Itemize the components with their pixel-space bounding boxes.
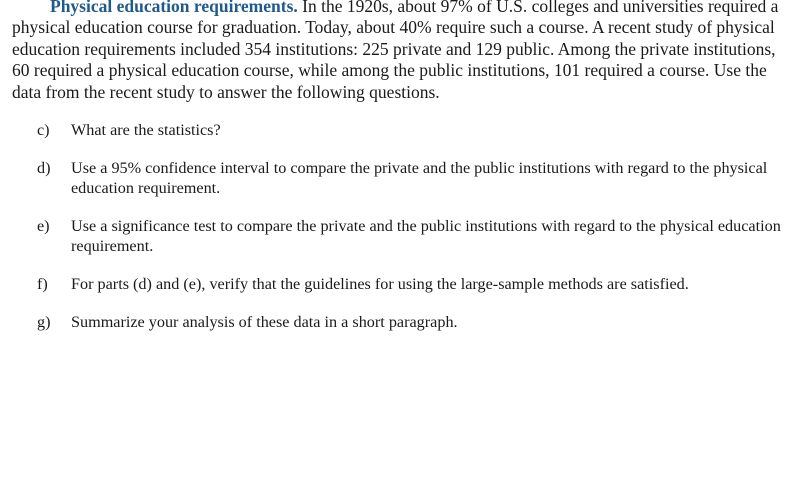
question-item-e	[37, 216, 787, 256]
question-letter: c)	[37, 121, 50, 139]
question-text: Use a 95% confidence interval to compare the private and the public institutions with regard to the physical education requirement.	[71, 159, 768, 197]
question-item-c	[37, 120, 787, 140]
problem-intro-text: In the 1920s, about 97% of U.S. colleges and universities required a physical education course for graduation. Today, about 40% require such a course. A recent study of physical education requirements included 354 institutions: 225 private and 129 public. Among the private institutions, 60 required a physical education course, while among the public institutions, 101 required a course. Use the data from the recent study to answer the following questions.	[12, 0, 779, 102]
question-text: Use a significance test to compare the private and the public institutions with regard to the physical education requirement.	[71, 217, 781, 255]
question-letter: f)	[37, 275, 48, 293]
question-letter: e)	[37, 217, 50, 235]
question-letter: d)	[37, 159, 51, 177]
question-text: For parts (d) and (e), verify that the guidelines for using the large-sample methods are satisfied.	[71, 275, 689, 293]
question-item-f	[37, 274, 787, 294]
question-text: What are the statistics?	[71, 121, 221, 139]
question-list	[37, 120, 787, 350]
problem-intro	[12, 0, 792, 103]
question-item-g	[37, 312, 787, 332]
question-letter: g)	[37, 313, 51, 331]
problem-heading: Physical education requirements.	[50, 0, 298, 16]
question-item-d	[37, 158, 787, 198]
question-text: Summarize your analysis of these data in a short paragraph.	[71, 313, 458, 331]
